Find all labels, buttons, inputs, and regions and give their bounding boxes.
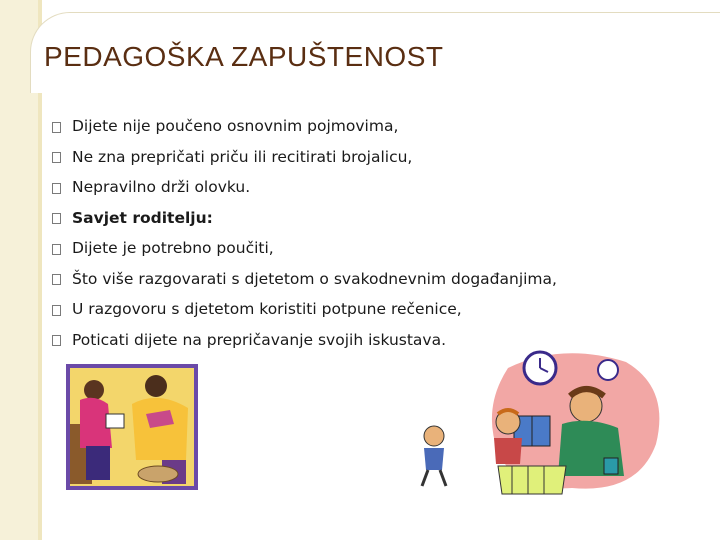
bullet-box-icon bbox=[52, 244, 61, 255]
bullet-box-icon bbox=[52, 122, 61, 133]
bullet-box-icon bbox=[52, 213, 61, 224]
bullet-box-icon bbox=[52, 335, 61, 346]
bullet-item bbox=[52, 142, 557, 173]
bullet-item bbox=[52, 172, 557, 203]
bullet-box-icon bbox=[52, 305, 61, 316]
bullet-item bbox=[52, 111, 557, 142]
bullet-text: Što više razgovarati s djetetom o svakodnevnim događanjima, bbox=[72, 269, 557, 288]
bullet-item bbox=[52, 294, 557, 325]
bullet-text: Dijete je potrebno poučiti, bbox=[72, 239, 274, 258]
bullet-text: Poticati dijete na prepričavanje svojih iskustava. bbox=[72, 330, 447, 349]
bullet-item bbox=[52, 264, 557, 295]
family-reading-clock-icon bbox=[412, 348, 668, 496]
slide-title: PEDAGOŠKA ZAPUŠTENOST bbox=[44, 41, 444, 72]
bullet-box-icon bbox=[52, 274, 61, 285]
bullet-box-icon bbox=[52, 152, 61, 163]
bullet-text: Ne zna prepričati priču ili recitirati brojalicu, bbox=[72, 147, 413, 166]
bullet-text: U razgovoru s djetetom koristiti potpune rečenice, bbox=[72, 300, 462, 319]
bullet-list bbox=[52, 111, 557, 355]
two-people-reading-icon bbox=[66, 364, 198, 490]
bullet-item bbox=[52, 203, 557, 234]
bullet-box-icon bbox=[52, 183, 61, 194]
bullet-text-bold: Savjet roditelju: bbox=[72, 208, 213, 227]
bullet-item bbox=[52, 233, 557, 264]
bullet-text: Dijete nije poučeno osnovnim pojmovima, bbox=[72, 117, 399, 136]
bullet-text: Nepravilno drži olovku. bbox=[72, 178, 251, 197]
